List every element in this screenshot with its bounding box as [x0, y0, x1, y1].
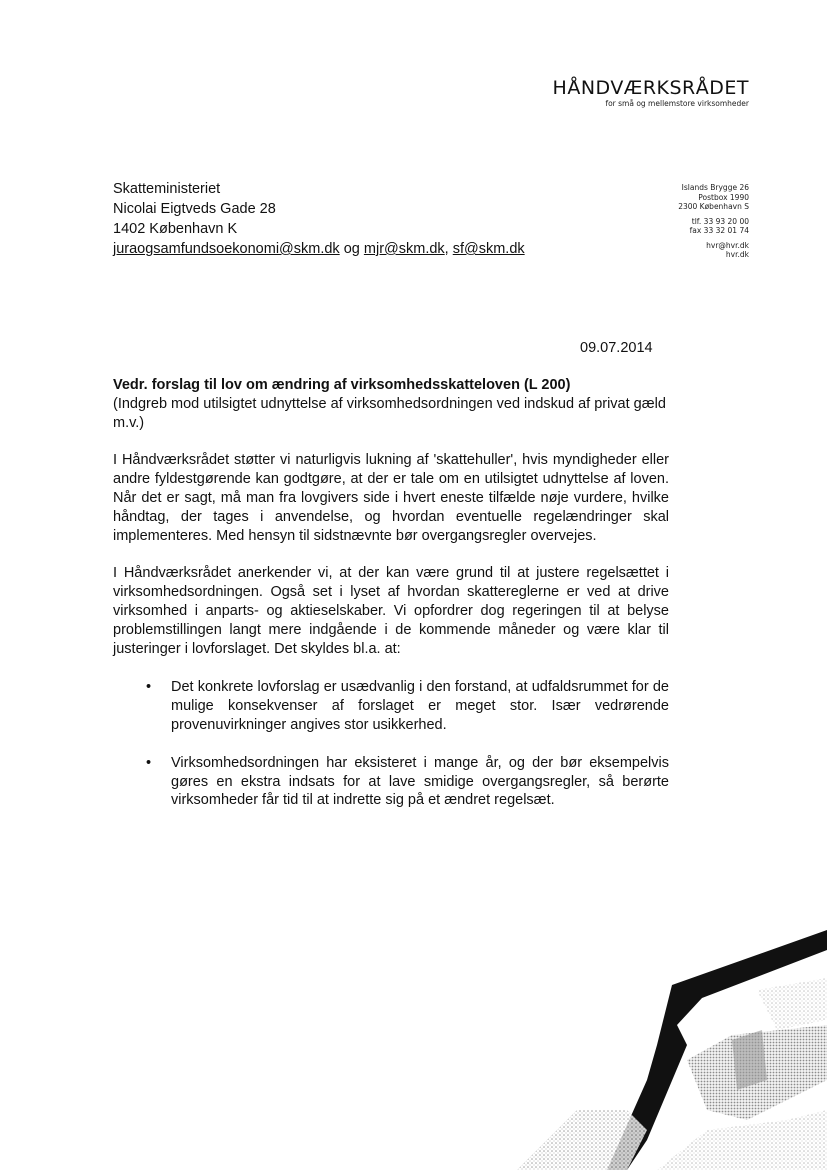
web-block — [678, 241, 749, 260]
conjunction: og — [343, 241, 360, 257]
subject-subtitle: (Indgreb mod utilsigtet udnyttelse af virksomhedsordningen ved indskud af privat gæld m.v.) — [113, 395, 666, 431]
bullet-item: • Virksomhedsordningen har eksisteret i mange år, og der bør eksempelvis gøres en ekstra indsats for at lave smidige overgangsregler, så berørte virksomheder får tid til at indrette sig på et ændret regelsæt. — [171, 754, 669, 810]
recipient-name: Skatteministeriet — [113, 181, 221, 197]
address-line: Postbox 1990 — [698, 192, 749, 202]
phone-line: tlf. 33 93 20 00 — [691, 216, 749, 226]
address-line: 2300 København S — [678, 202, 749, 211]
email-link[interactable]: juraogsamfundsoekonomi@skm.dk — [113, 241, 340, 257]
bullet-item: • Det konkrete lovforslag er usædvanlig i den forstand, at udfaldsrummet for de mulige konsekvenser af forslaget er meget stor. Især vedrørende provenuvirkninger angives stor usikkerhed. — [171, 678, 669, 734]
separator: , — [444, 241, 449, 257]
recipient-street: Nicolai Eigtveds Gade 28 — [113, 201, 276, 217]
subject-line: Vedr. forslag til lov om ændring af virksomhedsskatteloven (L 200) — [113, 377, 571, 393]
dotted-shape — [517, 1110, 647, 1170]
address-block — [678, 183, 749, 212]
paragraph: I Håndværksrådet støtter vi naturligvis lukning af 'skattehuller', hvis myndigheder eller andre fyldestgørende kan godtgøre, at der er tale om en utilsigtet udnyttelse af loven. Når det er sagt, må man fra lovgivers side i hvert eneste tilfælde nøje vurdere, hvilke håndtag, der tages i anvendelse, og hvordan eventuelle regelændringer skal implementeres. Med hensyn til sidstnævnte bør overgangsregler overvejes. — [113, 452, 669, 544]
organization-name: HÅNDVÆRKSRÅDET — [552, 77, 749, 99]
grey-block — [732, 1030, 767, 1090]
email-link[interactable]: mjr@skm.dk — [363, 241, 445, 257]
email-link[interactable]: sf@skm.dk — [452, 241, 525, 257]
organization-tagline: for små og mellemstore virksomheder — [605, 99, 749, 108]
letter-body — [113, 376, 669, 829]
bullet-list — [113, 678, 669, 810]
contact-block — [678, 183, 749, 265]
fax-line: fax 33 32 01 74 — [689, 226, 749, 235]
dotted-shape — [657, 1110, 827, 1170]
paragraph: I Håndværksrådet anerkender vi, at der kan være grund til at justere regelsættet i virksomhedsordningen. Også set i lyset af hvordan skattereglerne er ved at drive virksomhed i anparts- og aktieselskaber. Vi opfordrer dog regeringen til at belyse problemstillingen langt mere indgående i de kommende måneder og være klar til justeringer i lovforslaget. Det skyldes bl.a. at: — [113, 565, 669, 657]
letter-date: 09.07.2014 — [580, 340, 653, 356]
address-line: Islands Brygge 26 — [681, 183, 749, 192]
website-line[interactable]: hvr.dk — [725, 250, 749, 259]
dotted-shape — [757, 978, 827, 1030]
email-line[interactable]: hvr@hvr.dk — [706, 240, 749, 250]
phone-block — [678, 217, 749, 236]
letterhead-logo — [553, 78, 749, 108]
recipient-city: 1402 København K — [113, 221, 238, 237]
recipient-block — [113, 180, 525, 260]
recipient-emails — [113, 240, 525, 259]
decorative-graphic — [487, 930, 827, 1170]
